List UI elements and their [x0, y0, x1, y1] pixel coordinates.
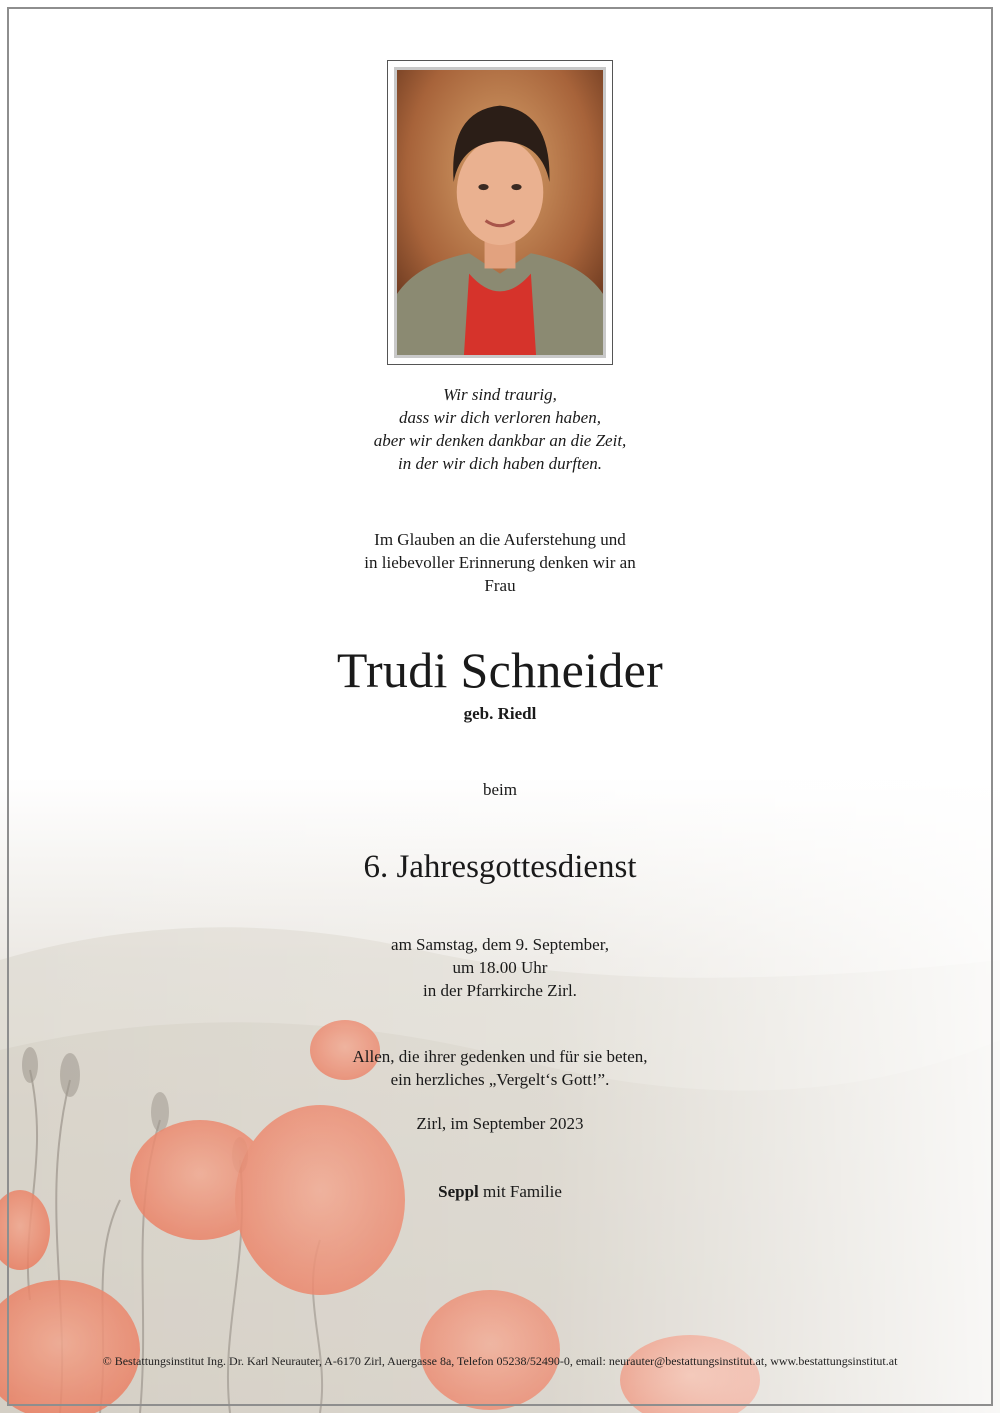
- event-details: [0, 933, 1000, 1002]
- verse-line: in der wir dich haben durften.: [398, 454, 602, 473]
- verse-line: Wir sind traurig,: [443, 385, 557, 404]
- detail-line: um 18.00 Uhr: [452, 958, 548, 977]
- family-signature: [0, 1180, 1000, 1204]
- detail-line: am Samstag, dem 9. September,: [391, 935, 609, 954]
- thanks-line: ein herzliches „Vergelt‘s Gott!”.: [390, 1070, 610, 1089]
- family-rest: mit Familie: [478, 1182, 562, 1201]
- portrait-photo: [394, 67, 606, 358]
- intro-line: Im Glauben an die Auferstehung und: [374, 530, 626, 549]
- beim-text: beim: [483, 780, 517, 799]
- thanks-text: [0, 1045, 1000, 1091]
- memorial-verse: [0, 383, 1000, 475]
- place-date: Zirl, im September 2023: [416, 1114, 584, 1133]
- thanks-line: Allen, die ihrer gedenken und für sie beten,: [352, 1047, 648, 1066]
- intro-text: [0, 528, 1000, 597]
- family-name: Seppl: [438, 1182, 479, 1201]
- birth-name: geb. Riedl: [463, 704, 537, 723]
- verse-line: aber wir denken dankbar an die Zeit,: [373, 431, 627, 450]
- funeral-home-footer: © Bestattungsinstitut Ing. Dr. Karl Neurauter, A-6170 Zirl, Auergasse 8a, Telefon 05238/52490-0, email: neurauter@bestattungsinstitut.at, www.bestattungsinstitut.at: [102, 1354, 898, 1368]
- detail-line: in der Pfarrkirche Zirl.: [423, 981, 577, 1000]
- deceased-name: Trudi Schneider: [336, 642, 664, 698]
- intro-line: in liebevoller Erinnerung denken wir an: [364, 553, 636, 572]
- event-title: 6. Jahresgottesdienst: [363, 849, 637, 885]
- verse-line: dass wir dich verloren haben,: [399, 408, 601, 427]
- portrait-photo-frame: [387, 60, 613, 365]
- intro-line: Frau: [484, 576, 516, 595]
